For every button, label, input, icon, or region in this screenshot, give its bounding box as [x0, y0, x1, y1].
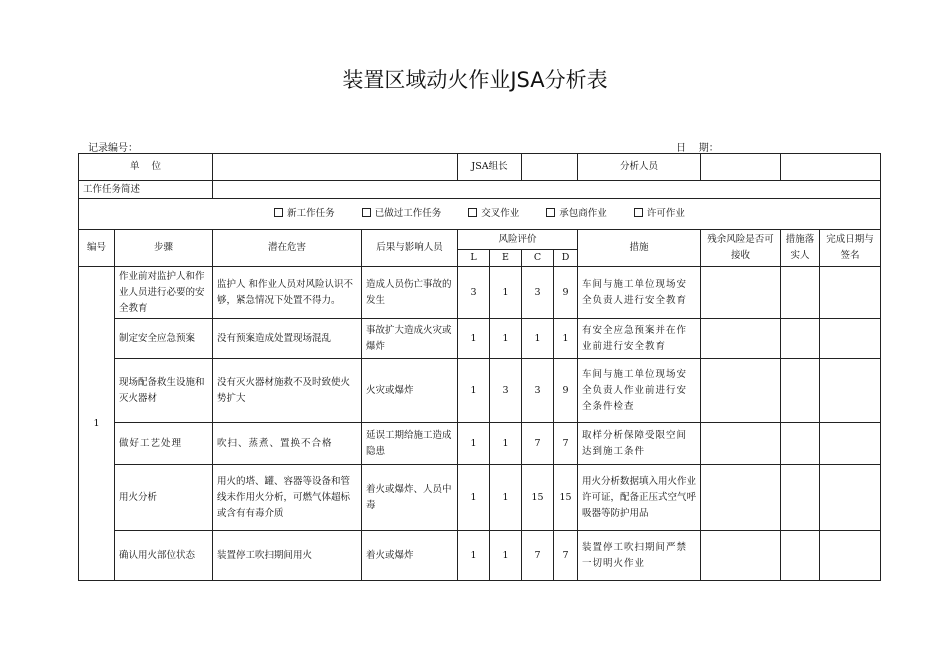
- residual-cell[interactable]: [701, 423, 781, 465]
- task-desc-value[interactable]: [213, 181, 881, 199]
- checkbox-icon: [362, 208, 371, 217]
- hazard-cell: 没有预案造成处置现场混乱: [213, 319, 362, 359]
- header-L: L: [458, 250, 490, 267]
- unit-value[interactable]: [213, 154, 458, 181]
- hazard-cell: 监护人 和作业人员对风险认识不够，紧急情况下处置不得力。: [213, 267, 362, 319]
- risk-E-cell: 1: [490, 465, 522, 531]
- measures-cell: 有安全应急预案并在作业前进行安全教育: [578, 319, 701, 359]
- measures-cell: 装置停工吹扫期间严禁一切明火作业: [578, 531, 701, 581]
- consequence-cell: 火灾或爆炸: [362, 359, 458, 423]
- header-step: 步骤: [115, 230, 213, 267]
- checkbox-cross-work[interactable]: 交叉作业: [468, 206, 519, 222]
- task-desc-row: [79, 181, 881, 199]
- table-row: [79, 465, 881, 531]
- residual-cell[interactable]: [701, 319, 781, 359]
- jsa-leader-label: JSA组长: [458, 154, 522, 181]
- table-row: [79, 319, 881, 359]
- implementer-cell[interactable]: [781, 267, 820, 319]
- consequence-cell: 延误工期给施工造成隐患: [362, 423, 458, 465]
- hazard-cell: 装置停工吹扫期间用火: [213, 531, 362, 581]
- step-cell: 作业前对监护人和作业人员进行必要的安全教育: [115, 267, 213, 319]
- risk-D-cell: 7: [554, 423, 578, 465]
- group-number: 1: [79, 267, 115, 581]
- table-row: [79, 423, 881, 465]
- unit-label: 单 位: [79, 154, 213, 181]
- completion-cell[interactable]: [820, 319, 881, 359]
- completion-cell[interactable]: [820, 531, 881, 581]
- hazard-cell: 没有灭火器材施救不及时致使火势扩大: [213, 359, 362, 423]
- measures-cell: 车间与施工单位现场安全负责人进行安全教育: [578, 267, 701, 319]
- risk-D-cell: 9: [554, 267, 578, 319]
- completion-cell[interactable]: [820, 465, 881, 531]
- risk-C-cell: 3: [522, 359, 554, 423]
- jsa-leader-value[interactable]: [522, 154, 578, 181]
- risk-L-cell: 3: [458, 267, 490, 319]
- risk-C-cell: 7: [522, 531, 554, 581]
- checkbox-done-task[interactable]: 已做过工作任务: [362, 206, 442, 222]
- step-cell: 现场配备救生设施和灭火器材: [115, 359, 213, 423]
- checkbox-new-task[interactable]: 新工作任务: [274, 206, 335, 222]
- checkbox-permit-work[interactable]: 许可作业: [634, 206, 685, 222]
- risk-D-cell: 15: [554, 465, 578, 531]
- risk-E-cell: 1: [490, 319, 522, 359]
- measures-cell: 用火分析数据填入用火作业许可证，配备正压式空气呼吸器等防护用品: [578, 465, 701, 531]
- implementer-cell[interactable]: [781, 423, 820, 465]
- residual-cell[interactable]: [701, 359, 781, 423]
- risk-L-cell: 1: [458, 319, 490, 359]
- header-residual: 残余风险是否可接收: [701, 230, 781, 267]
- risk-E-cell: 1: [490, 267, 522, 319]
- checkbox-icon: [546, 208, 555, 217]
- measures-cell: 取样分析保障受限空间达到施工条件: [578, 423, 701, 465]
- page-title: 装置区域动火作业JSA分析表: [342, 68, 608, 92]
- analyst-value[interactable]: [781, 154, 881, 181]
- record-number-label: 记录编号：: [88, 143, 138, 154]
- hazard-cell: 吹扫、蒸煮、置换不合格: [213, 423, 362, 465]
- jsa-table: [78, 153, 881, 581]
- risk-L-cell: 1: [458, 423, 490, 465]
- unit-row: [79, 154, 881, 181]
- consequence-cell: 着火或爆炸: [362, 531, 458, 581]
- table-row: [79, 359, 881, 423]
- step-cell: 制定安全应急预案: [115, 319, 213, 359]
- risk-D-cell: 9: [554, 359, 578, 423]
- header-implementer: 措施落实人: [781, 230, 820, 267]
- risk-D-cell: 1: [554, 319, 578, 359]
- checkbox-icon: [468, 208, 477, 217]
- task-desc-label: 工作任务简述: [79, 181, 213, 199]
- checkbox-icon: [274, 208, 283, 217]
- completion-cell[interactable]: [820, 267, 881, 319]
- risk-E-cell: 1: [490, 423, 522, 465]
- header-no: 编号: [79, 230, 115, 267]
- header-E: E: [490, 250, 522, 267]
- implementer-cell[interactable]: [781, 465, 820, 531]
- consequence-cell: 造成人员伤亡事故的发生: [362, 267, 458, 319]
- risk-L-cell: 1: [458, 531, 490, 581]
- residual-cell[interactable]: [701, 531, 781, 581]
- header-D: D: [554, 250, 578, 267]
- measures-cell: 车间与施工单位现场安全负责人作业前进行安全条件检查: [578, 359, 701, 423]
- risk-C-cell: 7: [522, 423, 554, 465]
- hazard-cell: 用火的塔、罐、容器等设备和管线未作用火分析，可燃气体超标或含有有毒介质: [213, 465, 362, 531]
- risk-E-cell: 1: [490, 531, 522, 581]
- header-C: C: [522, 250, 554, 267]
- date-label: 日 期：: [676, 143, 719, 154]
- table-row: [79, 531, 881, 581]
- step-cell: 做好工艺处理: [115, 423, 213, 465]
- risk-C-cell: 3: [522, 267, 554, 319]
- checkbox-row: [79, 199, 881, 230]
- consequence-cell: 事故扩大造成火灾或爆炸: [362, 319, 458, 359]
- checkbox-contractor-work[interactable]: 承包商作业: [546, 206, 607, 222]
- checkbox-icon: [634, 208, 643, 217]
- risk-C-cell: 1: [522, 319, 554, 359]
- step-cell: 确认用火部位状态: [115, 531, 213, 581]
- risk-C-cell: 15: [522, 465, 554, 531]
- analyst-label: 分析人员: [578, 154, 701, 181]
- header-consequence: 后果与影响人员: [362, 230, 458, 267]
- header-row: [79, 230, 881, 250]
- risk-L-cell: 1: [458, 465, 490, 531]
- residual-cell[interactable]: [701, 267, 781, 319]
- consequence-cell: 着火或爆炸、人员中毒: [362, 465, 458, 531]
- header-completion: 完成日期与签名: [820, 230, 881, 267]
- residual-cell[interactable]: [701, 465, 781, 531]
- analyst-spacer: [701, 154, 781, 181]
- implementer-cell[interactable]: [781, 319, 820, 359]
- header-risk: 风险评价: [458, 230, 578, 250]
- completion-cell[interactable]: [820, 359, 881, 423]
- completion-cell[interactable]: [820, 423, 881, 465]
- step-cell: 用火分析: [115, 465, 213, 531]
- risk-L-cell: 1: [458, 359, 490, 423]
- header-measures: 措施: [578, 230, 701, 267]
- table-row: [79, 267, 881, 319]
- risk-E-cell: 3: [490, 359, 522, 423]
- implementer-cell[interactable]: [781, 531, 820, 581]
- implementer-cell[interactable]: [781, 359, 820, 423]
- risk-D-cell: 7: [554, 531, 578, 581]
- header-hazard: 潜在危害: [213, 230, 362, 267]
